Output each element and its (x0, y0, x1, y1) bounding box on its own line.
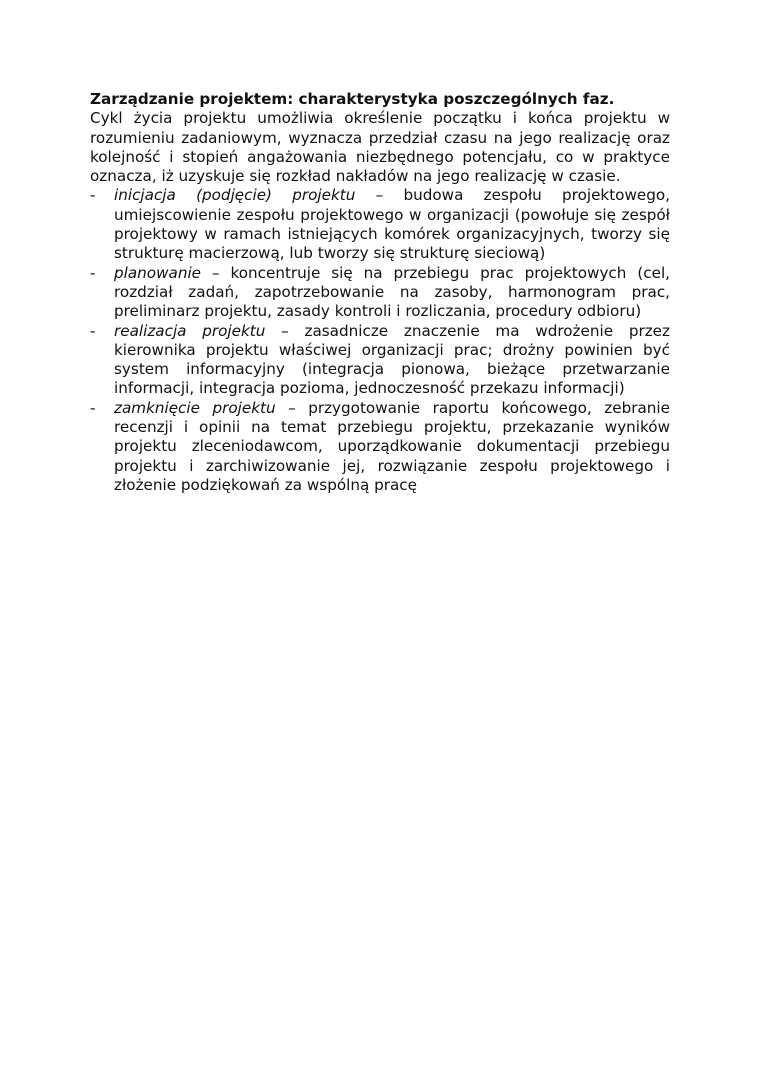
phase-item-execution (90, 322, 670, 399)
phase-list (90, 186, 670, 495)
phase-description: – zasadnicze znaczenie ma wdrożenie przez kierownika projektu właściwej organizacji prac; drożny powinien być system informacyjny (integracja pionowa, bieżące przetwarzanie informacji, integracja pozioma, jednoczesność przekazu informacji) (114, 321, 670, 398)
document-page (90, 90, 670, 495)
phase-item-closure (90, 399, 670, 495)
phase-term: realizacja projektu (114, 321, 266, 340)
phase-description: – budowa zespołu projektowego, umiejscowienie zespołu projektowego w organizacji (powołuje się zespół projektowy w ramach istniejących komórek organizacyjnych, tworzy się strukturę macierzową, lub tworzy się strukturę sieciową) (114, 186, 670, 263)
intro-paragraph: Cykl życia projektu umożliwia określenie początku i końca projektu w rozumieniu zadaniowym, wyznacza przedział czasu na jego realizację oraz kolejność i stopień angażowania niezbędnego potencjału, co w praktyce oznacza, iż uzyskuje się rozkład nakładów na jego realizację w czasie. (90, 109, 670, 186)
bullet-dash: - (90, 186, 96, 205)
document-title: Zarządzanie projektem: charakterystyka poszczególnych faz. (90, 90, 615, 108)
phase-term: inicjacja (podjęcie) projektu (114, 186, 356, 205)
phase-description: – koncentruje się na przebiegu prac projektowych (cel, rozdział zadań, zapotrzebowanie na zasoby, harmonogram prac, preliminarz projektu, zasady kontroli i rozliczania, procedury odbioru) (114, 263, 670, 321)
bullet-dash: - (90, 321, 96, 340)
phase-description: – przygotowanie raportu końcowego, zebranie recenzji i opinii na temat przebiegu projektu, przekazanie wyników projektu zleceniodawcom, uporządkowanie dokumentacji przebiegu projektu i zarchiwizowanie jej, rozwiązanie zespołu projektowego i złożenie podziękowań za wspólną pracę (114, 398, 670, 494)
phase-term: zamknięcie projektu (114, 398, 276, 417)
bullet-dash: - (90, 263, 96, 282)
phase-item-planning (90, 264, 670, 322)
phase-term: planowanie (114, 263, 202, 282)
phase-item-initiation (90, 186, 670, 263)
bullet-dash: - (90, 398, 96, 417)
